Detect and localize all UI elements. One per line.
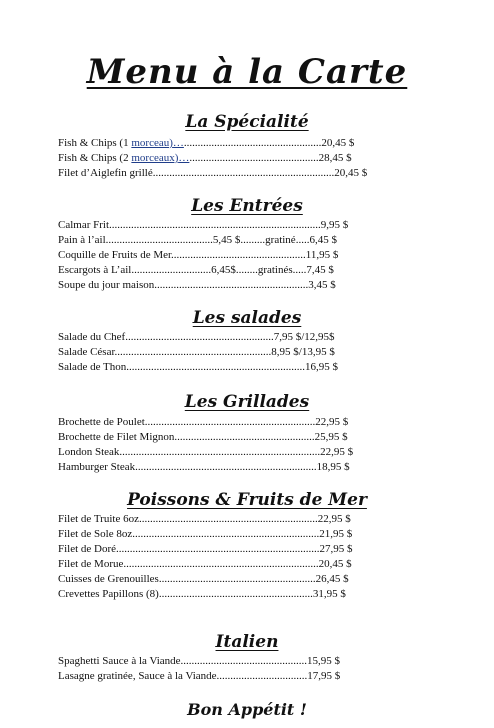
section-heading-poissons: Poissons & Fruits de Mer	[127, 490, 367, 510]
closing-text: Bon Appétit !	[187, 700, 307, 719]
menu-item: Escargots à L’ail.............................6,45$........gratinés.....7,45 $	[58, 264, 334, 276]
menu-item: Hamburger Steak..................................................................18,95 $	[58, 461, 350, 473]
menu-item: Filet de Truite 6oz.................................................................22,95 $	[58, 513, 351, 525]
menu-item: London Steak.........................................................................22,95 $	[58, 446, 354, 458]
section-items-specialite	[58, 136, 434, 181]
section-items-entrees	[58, 218, 434, 293]
section-heading-salades: Les salades	[192, 308, 302, 328]
link-text[interactable]: morceau)	[131, 137, 173, 149]
menu-item: Cuisses de Grenouilles.........................................................26,45 $	[58, 573, 349, 585]
section-items-grillades	[58, 415, 434, 475]
menu-item: Filet d’Aiglefin grillé..................................................................20,45 $	[58, 167, 368, 179]
menu-item: Fish & Chips (2 morceaux)…...............................................28,45 $	[58, 152, 352, 164]
section-heading-grillades: Les Grillades	[184, 392, 310, 412]
menu-item: Crevettes Papillons (8)........................................................31,95 $	[58, 588, 346, 600]
section-items-poissons	[58, 512, 434, 602]
menu-item: Filet de Sole 8oz....................................................................21,95 $	[58, 528, 353, 540]
section-heading-specialite: La Spécialité	[185, 112, 309, 132]
menu-item: Filet de Morue.......................................................................20,45 $	[58, 558, 352, 570]
menu-item: Soupe du jour maison........................................................3,45 $	[58, 279, 336, 291]
section-items-italien	[58, 654, 434, 684]
section-heading-italien: Italien	[215, 632, 279, 652]
menu-item: Fish & Chips (1 morceau)…..................................................20,45 $	[58, 137, 355, 149]
menu-item: Pain à l’ail.......................................5,45 $.........gratiné.....6,45 $	[58, 234, 337, 246]
menu-item: Salade du Chef......................................................7,95 $/12,95$	[58, 331, 335, 343]
menu-item: Calmar Frit.............................................................................9,95 $	[58, 219, 349, 231]
section-items-salades	[58, 330, 434, 375]
link-text[interactable]: morceaux)	[131, 152, 179, 164]
menu-item: Brochette de Filet Mignon...................................................25,95 $	[58, 431, 348, 443]
menu-item: Salade de Thon.................................................................16,95 $	[58, 361, 338, 373]
menu-item: Brochette de Poulet..............................................................22,95 $	[58, 416, 349, 428]
menu-item: Salade César.........................................................8,95 $/13,95 $	[58, 346, 335, 358]
menu-item: Coquille de Fruits de Mer.................................................11,95 $	[58, 249, 339, 261]
menu-item: Filet de Doré..........................................................................27,95 $	[58, 543, 353, 555]
menu-item: Spaghetti Sauce à la Viande..............................................15,95 $	[58, 655, 341, 667]
menu-item: Lasagne gratinée, Sauce à la Viande.................................17,95 $	[58, 670, 341, 682]
section-heading-entrees: Les Entrées	[191, 196, 303, 216]
menu-title: Menu à la Carte	[86, 52, 408, 92]
